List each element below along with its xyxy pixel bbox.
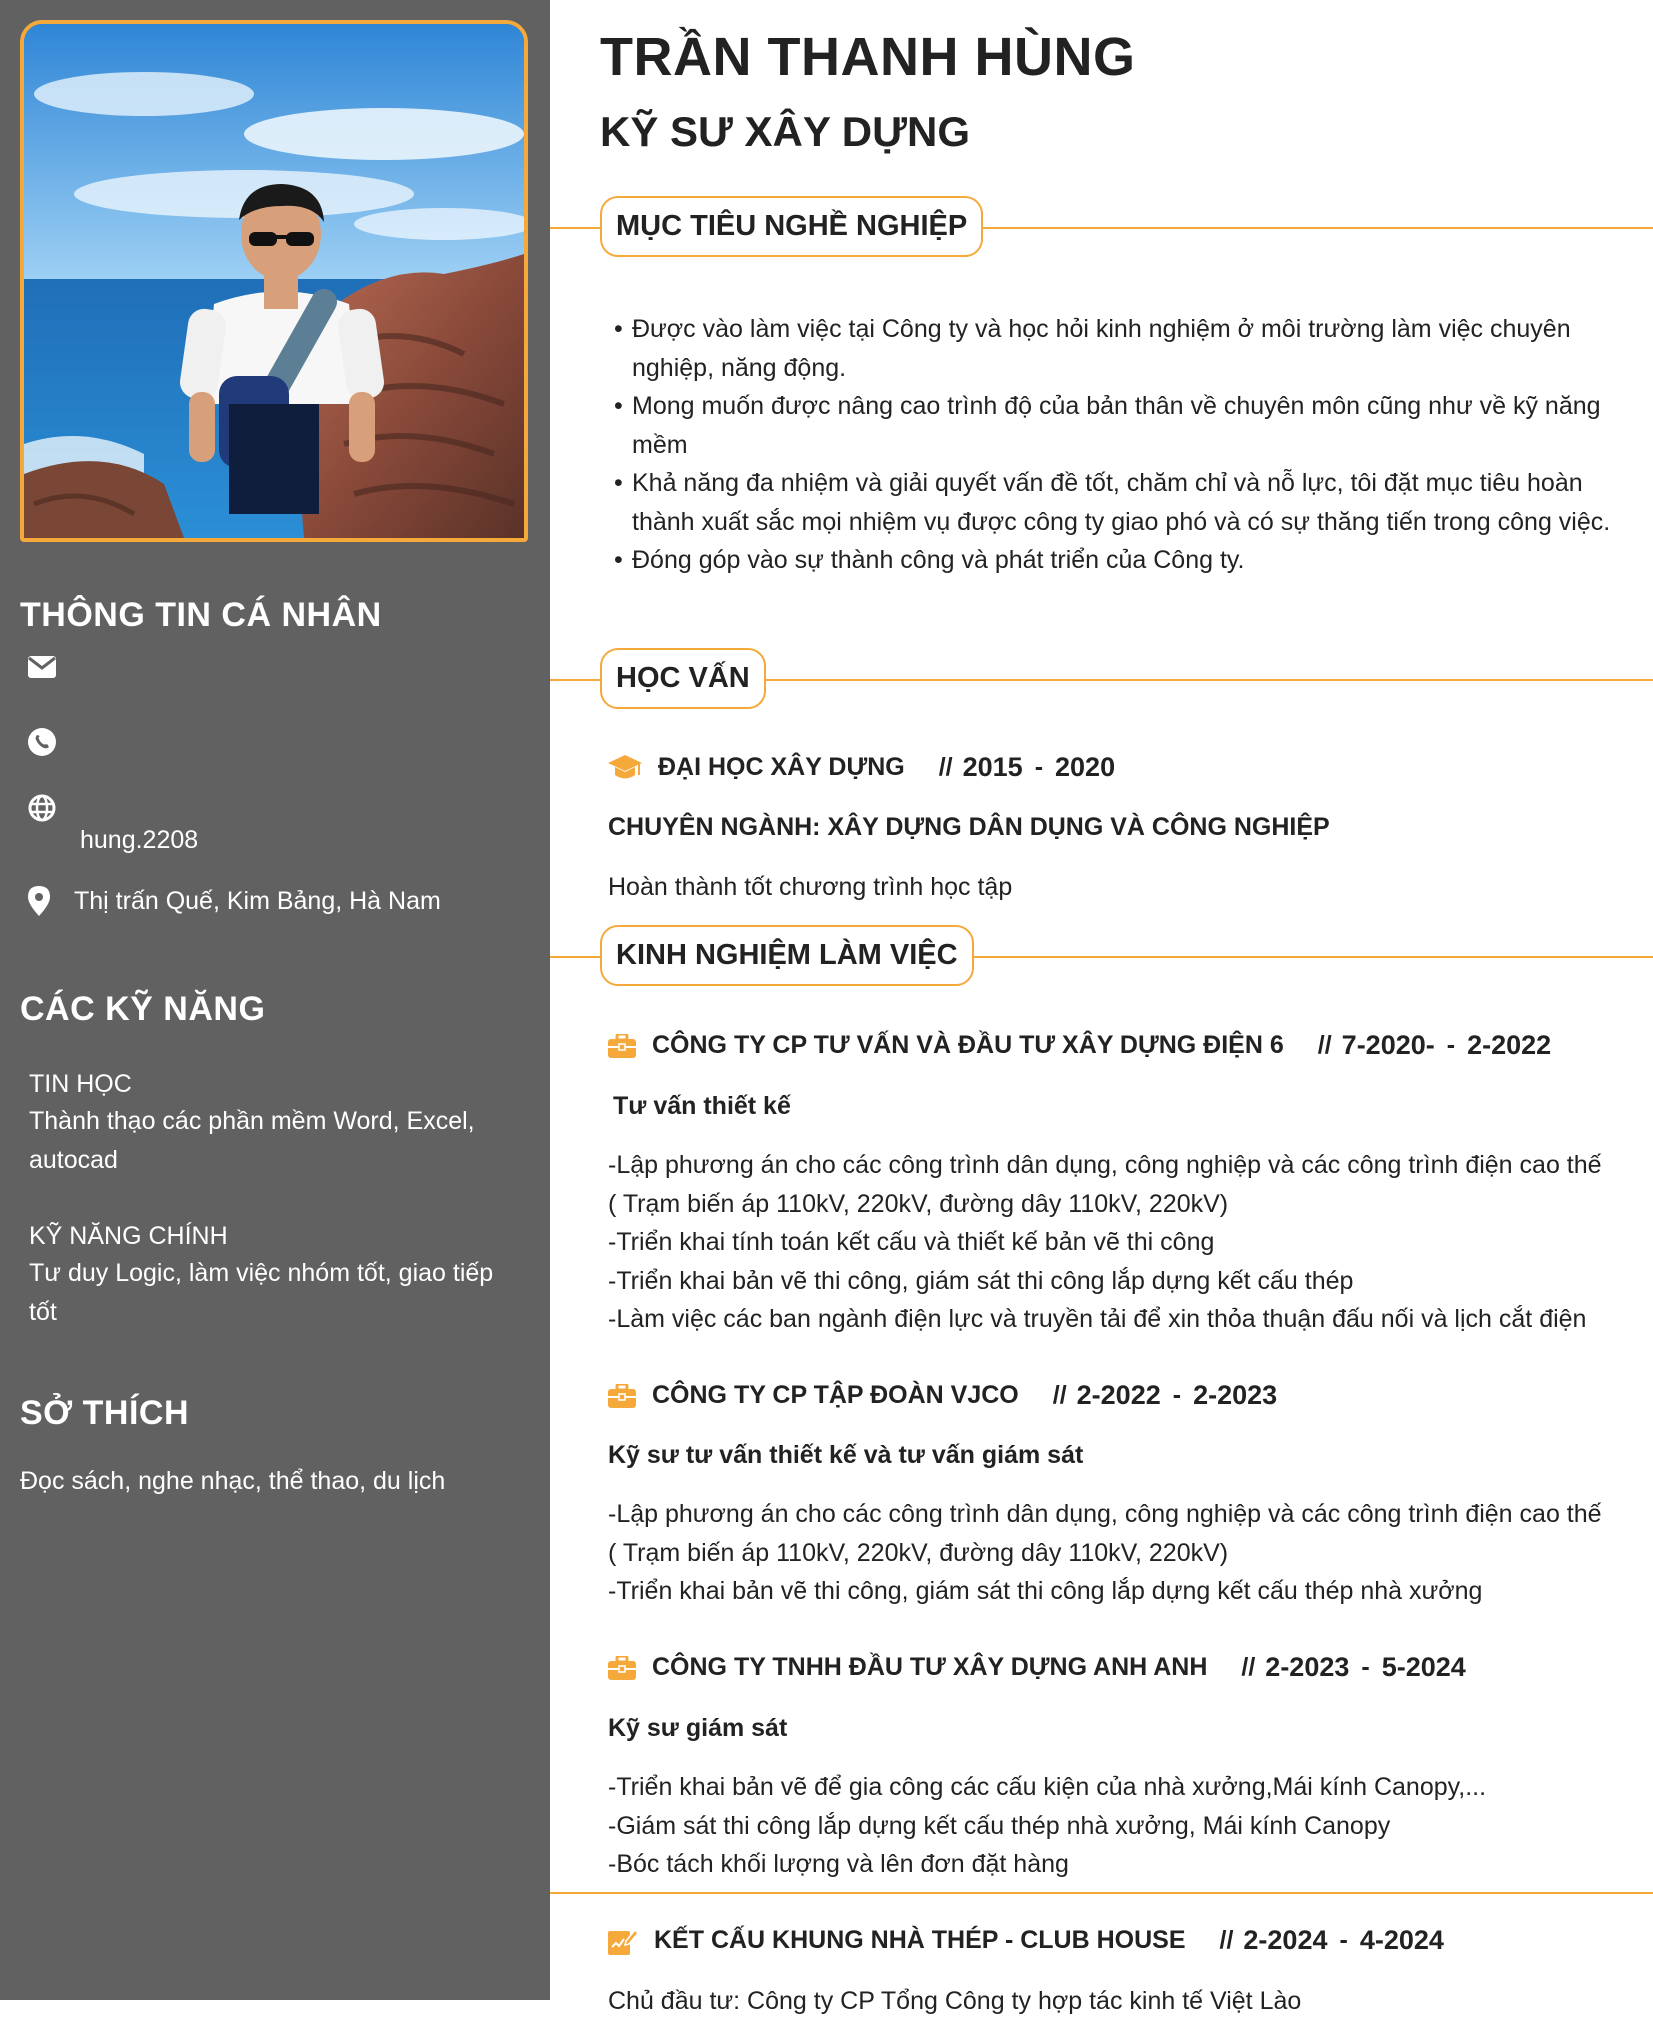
briefcase-icon bbox=[608, 1656, 636, 1680]
skills-heading: CÁC KỸ NĂNG bbox=[20, 990, 266, 1028]
sidebar bbox=[0, 0, 550, 2000]
email-row bbox=[28, 656, 76, 678]
job-line: -Giám sát thi công lắp dựng kết cấu thép nhà xưởng, Mái kính Canopy bbox=[608, 1811, 1391, 1840]
job-end: 2-2023 bbox=[1193, 1380, 1278, 1410]
skill-title-computer: TIN HỌC bbox=[29, 1070, 132, 1098]
skill-title-main: KỸ NĂNG CHÍNH bbox=[29, 1222, 228, 1250]
education-entry-header bbox=[608, 752, 1115, 783]
job-start: 2-2022 bbox=[1076, 1380, 1161, 1410]
full-name: TRẦN THANH HÙNG bbox=[600, 27, 1136, 87]
date-dash: - bbox=[1339, 1926, 1348, 1954]
personal-info-heading: THÔNG TIN CÁ NHÂN bbox=[20, 596, 382, 634]
job-line: ( Trạm biến áp 110kV, 220kV, đường dây 110kV, 220kV) bbox=[608, 1538, 1229, 1567]
date-separator: // bbox=[1317, 1031, 1332, 1059]
globe-icon bbox=[28, 794, 56, 822]
job-start: 7-2020- bbox=[1341, 1030, 1435, 1060]
job-position: Kỹ sư tư vấn thiết kế và tư vấn giám sát bbox=[608, 1441, 1084, 1469]
skill-desc-main: Tư duy Logic, làm việc nhóm tốt, giao tiếp tốt bbox=[29, 1259, 494, 1326]
objective-heading: MỤC TIÊU NGHỀ NGHIỆP bbox=[600, 196, 983, 257]
main-content bbox=[550, 0, 1653, 2015]
date-separator: // bbox=[938, 753, 953, 781]
education-desc: Hoàn thành tốt chương trình học tập bbox=[608, 873, 1013, 901]
profile-photo-image bbox=[24, 24, 524, 538]
phone-icon bbox=[28, 728, 56, 756]
job-position: Kỹ sư giám sát bbox=[608, 1714, 788, 1742]
project-end: 4-2024 bbox=[1359, 1925, 1444, 1955]
job-line: ( Trạm biến áp 110kV, 220kV, đường dây 110kV, 220kV) bbox=[608, 1189, 1229, 1218]
project-line: Chủ đầu tư: Công ty CP Tổng Công ty hợp tác kinh tế Việt Lào bbox=[608, 1987, 1302, 2015]
company-name: CÔNG TY CP TẬP ĐOÀN VJCO bbox=[652, 1381, 1019, 1409]
phone-row bbox=[28, 728, 76, 756]
education-heading: HỌC VẤN bbox=[600, 648, 766, 709]
briefcase-icon bbox=[608, 1384, 636, 1408]
objective-item: • Đóng góp vào sự thành công và phát triển của Công ty. bbox=[610, 541, 1650, 580]
section-divider bbox=[550, 1892, 1653, 1894]
job-description bbox=[608, 1146, 1648, 1339]
job-title: KỸ SƯ XÂY DỰNG bbox=[600, 108, 970, 155]
envelope-icon bbox=[28, 656, 56, 678]
profile-photo bbox=[20, 20, 528, 542]
edit-document-icon bbox=[608, 1927, 638, 1955]
job-position: Tư vấn thiết kế bbox=[613, 1092, 791, 1120]
school-name: ĐẠI HỌC XÂY DỰNG bbox=[658, 753, 905, 781]
job-description bbox=[608, 1768, 1648, 1884]
map-pin-icon bbox=[28, 886, 50, 916]
date-dash: - bbox=[1361, 1653, 1370, 1681]
date-separator: // bbox=[1052, 1381, 1067, 1409]
job-line: -Làm việc các ban ngành điện lực và truyền tải để xin thỏa thuận đấu nối và lịch cắt điện bbox=[608, 1305, 1587, 1333]
job-end: 2-2022 bbox=[1467, 1030, 1552, 1060]
project-title: KẾT CẤU KHUNG NHÀ THÉP - CLUB HOUSE bbox=[654, 1926, 1186, 1954]
objective-item: • Mong muốn được nâng cao trình độ của bản thân về chuyên môn cũng như về kỹ năng mềm bbox=[610, 387, 1650, 464]
briefcase-icon bbox=[608, 1034, 636, 1058]
objective-item: • Được vào làm việc tại Công ty và học hỏi kinh nghiệm ở môi trường làm việc chuyên nghiệp, năng động. bbox=[610, 310, 1650, 387]
hobbies-text: Đọc sách, nghe nhạc, thể thao, du lịch bbox=[20, 1467, 446, 1495]
job-end: 5-2024 bbox=[1381, 1652, 1466, 1682]
job-line: -Lập phương án cho các công trình dân dụng, công nghiệp và các công trình điện cao thế bbox=[608, 1151, 1602, 1179]
job-line: -Lập phương án cho các công trình dân dụng, công nghiệp và các công trình điện cao thế bbox=[608, 1500, 1602, 1528]
job-line: -Triển khai tính toán kết cấu và thiết kế bản vẽ thi công bbox=[608, 1228, 1215, 1256]
job-line: -Triển khai bản vẽ thi công, giám sát thi công lắp dựng kết cấu thép bbox=[608, 1266, 1354, 1295]
job-line: -Bóc tách khối lượng và lên đơn đặt hàng bbox=[608, 1850, 1069, 1878]
hobbies-heading: SỞ THÍCH bbox=[20, 1394, 190, 1432]
date-dash: - bbox=[1034, 753, 1044, 781]
project-header bbox=[608, 1925, 1444, 1956]
education-end: 2020 bbox=[1055, 752, 1116, 782]
job-line: -Triển khai bản vẽ thi công, giám sát thi công lắp dựng kết cấu thép nhà xưởng bbox=[608, 1577, 1483, 1605]
website-text[interactable]: hung.2208 bbox=[80, 826, 199, 854]
date-dash: - bbox=[1446, 1031, 1456, 1059]
education-start: 2015 bbox=[962, 752, 1023, 782]
graduation-cap-icon bbox=[608, 755, 642, 781]
company-name: CÔNG TY CP TƯ VẤN VÀ ĐẦU TƯ XÂY DỰNG ĐIỆN 6 bbox=[652, 1031, 1284, 1059]
job-description bbox=[608, 1495, 1648, 1611]
objective-list bbox=[610, 310, 1650, 580]
company-name: CÔNG TY TNHH ĐẦU TƯ XÂY DỰNG ANH ANH bbox=[652, 1653, 1208, 1681]
address-row bbox=[28, 886, 441, 916]
date-separator: // bbox=[1241, 1653, 1256, 1681]
project-description bbox=[608, 1982, 1648, 2021]
address-text: Thị trấn Quế, Kim Bảng, Hà Nam bbox=[74, 886, 441, 915]
skill-desc-computer: Thành thạo các phần mềm Word, Excel, autocad bbox=[29, 1107, 475, 1174]
project-start: 2-2024 bbox=[1243, 1925, 1328, 1955]
job-header bbox=[608, 1380, 1277, 1411]
date-dash: - bbox=[1172, 1381, 1182, 1409]
job-line: -Triển khai bản vẽ để gia công các cấu kiện của nhà xưởng,Mái kính Canopy,... bbox=[608, 1773, 1487, 1801]
job-header bbox=[608, 1652, 1466, 1683]
job-start: 2-2023 bbox=[1265, 1652, 1350, 1682]
website-icon-row bbox=[28, 794, 56, 822]
objective-item: • Khả năng đa nhiệm và giải quyết vấn đề tốt, chăm chỉ và nỗ lực, tôi đặt mục tiêu hoàn thành xuất sắc mọi nhiệm vụ được công ty giao phó và có sự thăng tiến trong công việc. bbox=[610, 464, 1650, 541]
education-major: CHUYÊN NGÀNH: XÂY DỰNG DÂN DỤNG VÀ CÔNG NGHIỆP bbox=[608, 813, 1330, 841]
date-separator: // bbox=[1219, 1926, 1234, 1954]
experience-heading: KINH NGHIỆM LÀM VIỆC bbox=[600, 925, 974, 986]
job-header bbox=[608, 1030, 1551, 1061]
